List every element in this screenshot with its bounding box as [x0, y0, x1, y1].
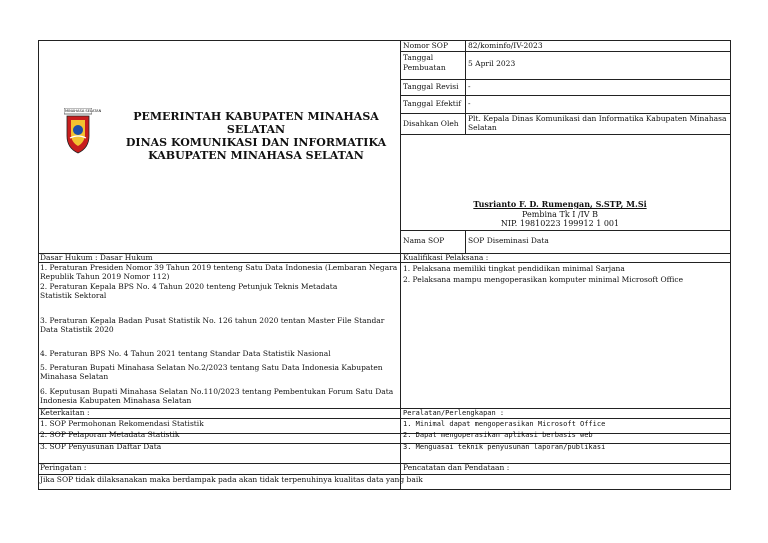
pencatatan-title: Pencatatan dan Pendataan : [403, 463, 510, 472]
tanggal-label-2: Pembuatan [403, 63, 446, 72]
dasar-hukum-item: 2. Peraturan Kepala BPS No. 4 Tahun 2020 tenteng Petunjuk Teknis Metadata Statistik Sektoral [40, 282, 338, 300]
tanggal-label-1: Tanggal [403, 53, 434, 62]
heading-line-1: PEMERINTAH KABUPATEN MINAHASA SELATAN [133, 110, 379, 136]
keterkaitan-title: Keterkaitan : [40, 408, 90, 417]
dasar-hukum-item: 1. Peraturan Presiden Nomor 39 Tahun 2019 tenteng Satu Data Indonesia (Lembaran Negara Republik Tahun 2019 Nomor 112) [40, 263, 398, 281]
kualifikasi-item: 1. Pelaksana memiliki tingkat pendidikan minimal Sarjana [403, 264, 625, 273]
peringatan-text: Jika SOP tidak dilaksanakan maka berdampak pada akan tidak terpenuhinya kualitas data yang baik [40, 475, 423, 484]
nomor-value: 82/kominfo/IV-2023 [468, 41, 543, 50]
peringatan-title: Peringatan : [40, 463, 87, 472]
dasar-hukum-item: 5. Peraturan Bupati Minahasa Selatan No.2/2023 tentang Satu Data Indonesia Kabupaten Minahasa Selatan [40, 363, 383, 381]
signatory-name: Tusrianto F. D. Rumengan, S.STP, M.Si [473, 199, 647, 209]
efektif-value: - [468, 99, 471, 108]
signature-block [430, 200, 690, 229]
tanggal-value: 5 April 2023 [468, 59, 516, 68]
keterkaitan-item: 3. SOP Penyusunan Daftar Data [40, 442, 162, 451]
peralatan-item: 1. Minimal dapat mengoperasikan Microsoft Office [403, 420, 606, 428]
dasar-hukum-title: Dasar Hukum : Dasar Hukum [40, 253, 153, 262]
heading-line-3: KABUPATEN MINAHASA SELATAN [148, 149, 364, 162]
regency-emblem-icon [64, 108, 92, 154]
keterkaitan-item: 2. SOP Pelaporan Metadata Statistik [40, 430, 180, 439]
disahkan-value: Plt. Kepala Dinas Komunikasi dan Informatika Kabupaten Minahasa Selatan [468, 114, 727, 132]
logo-banner-text: MINAHASA SELATAN [65, 109, 102, 113]
keterkaitan-item: 1. SOP Permohonan Rekomendasi Statistik [40, 419, 204, 428]
dasar-hukum-item: 4. Peraturan BPS No. 4 Tahun 2021 tentang Standar Data Statistik Nasional [40, 349, 331, 358]
signatory-nip: NIP. 19810223 199912 1 001 [500, 219, 620, 228]
peralatan-item: 2. Dapat mengoperasikan aplikasi berbasis web [403, 431, 593, 439]
dasar-hukum-item: 6. Keputusan Bupati Minahasa Selatan No.110/2023 tentang Pembentukan Forum Satu Data Indonesia Kabupaten Minahasa Selatan [40, 387, 394, 405]
peralatan-item: 3. Menguasai teknik penyusunan laporan/publikasi [403, 443, 606, 451]
nomor-label: Nomor SOP [403, 41, 449, 50]
efektif-label: Tanggal Efektif [403, 99, 462, 108]
agency-heading [106, 110, 406, 162]
dasar-hukum-item: 3. Peraturan Kepala Badan Pusat Statistik No. 126 tahun 2020 tentan Master File Standar Data Statistik 2020 [40, 316, 385, 334]
heading-line-2: DINAS KOMUNIKASI DAN INFORMATIKA [125, 136, 387, 149]
meta-divider-top [465, 40, 466, 134]
column-divider [400, 40, 401, 490]
signatory-rank: Pembina Tk I /IV B [522, 209, 598, 219]
revisi-label: Tanggal Revisi [403, 82, 459, 91]
sop-sheet [38, 40, 731, 490]
nama-sop-value: SOP Diseminasi Data [468, 236, 549, 245]
kualifikasi-title: Kualifikasi Pelaksana : [403, 253, 489, 262]
nama-sop-label: Nama SOP [403, 236, 445, 245]
revisi-value: - [468, 82, 471, 91]
disahkan-label: Disahkan Oleh [403, 119, 459, 128]
kualifikasi-item: 2. Pelaksana mampu mengoperasikan komputer minimal Microsoft Office [403, 275, 684, 284]
peralatan-title: Peralatan/Perlengkapan : [403, 409, 505, 417]
meta-divider-nama [465, 230, 466, 253]
